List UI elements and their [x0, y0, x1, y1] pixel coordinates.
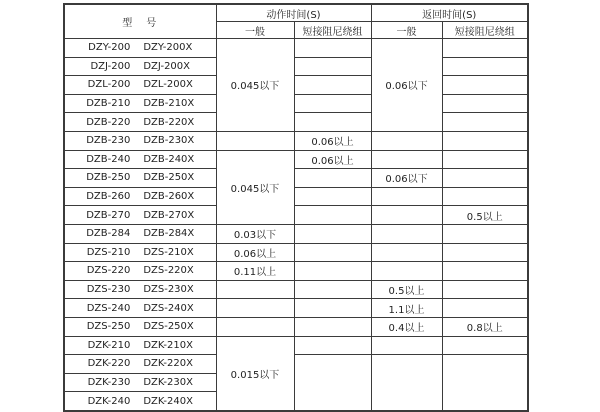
cell-ret-damping: 0.8以上	[442, 317, 528, 336]
cell-act-general: 0.06以上	[216, 243, 294, 262]
model-label: DZB-220	[86, 116, 131, 128]
cell-ret-general: 0.06以下	[371, 169, 442, 188]
model-cell	[64, 280, 216, 299]
model-label: DZK-230X	[143, 376, 193, 388]
cell-act-damping	[294, 57, 371, 76]
cell-ret-general	[371, 336, 442, 355]
model-label: DZB-210X	[143, 98, 195, 110]
cell-act-damping	[294, 355, 371, 411]
cell-ret-general	[371, 355, 442, 411]
cell-ret-general	[371, 206, 442, 225]
cell-ret-general: 0.4以上	[371, 317, 442, 336]
table-row	[64, 224, 528, 243]
cell-ret-general	[371, 243, 442, 262]
model-label: DZL-200	[87, 79, 131, 91]
model-label: DZB-284X	[143, 228, 195, 240]
header-action-general: 一般	[216, 22, 294, 39]
model-label: DZJ-200	[90, 60, 131, 72]
model-label: DZK-240	[87, 395, 131, 407]
model-label: DZK-210X	[143, 339, 193, 351]
cell-ret-damping	[442, 94, 528, 113]
cell-ret-damping	[442, 355, 528, 411]
model-label: DZB-250X	[143, 172, 195, 184]
spec-table	[63, 3, 529, 412]
model-cell	[64, 131, 216, 150]
model-label: DZS-240X	[143, 302, 194, 314]
header-return-time: 返回时间(S)	[371, 4, 528, 22]
cell-ret-general: 0.06以下	[371, 39, 442, 132]
model-label: DZB-260X	[143, 191, 195, 203]
spec-table-container	[63, 3, 529, 412]
table-row	[64, 206, 528, 225]
model-label: DZB-230X	[143, 135, 195, 147]
model-cell	[64, 336, 216, 355]
cell-act-damping	[294, 262, 371, 281]
model-label: DZL-200X	[143, 79, 193, 91]
cell-ret-damping	[442, 76, 528, 95]
cell-ret-damping	[442, 336, 528, 355]
cell-ret-general: 0.5以上	[371, 280, 442, 299]
cell-act-general: 0.015以下	[216, 336, 294, 411]
model-label: DZS-250X	[143, 321, 194, 333]
header-model: 型 号	[64, 4, 216, 39]
cell-ret-damping	[442, 224, 528, 243]
cell-act-damping	[294, 94, 371, 113]
model-cell	[64, 317, 216, 336]
cell-act-damping	[294, 317, 371, 336]
model-label: DZB-260	[86, 191, 131, 203]
cell-act-damping	[294, 243, 371, 262]
cell-act-damping	[294, 224, 371, 243]
cell-act-damping	[294, 299, 371, 318]
table-row	[64, 113, 528, 132]
header-return-general: 一般	[371, 22, 442, 39]
model-label: DZS-230	[86, 284, 131, 296]
table-row	[64, 280, 528, 299]
cell-ret-damping	[442, 169, 528, 188]
cell-ret-damping	[442, 280, 528, 299]
table-row	[64, 94, 528, 113]
table-row	[64, 355, 528, 374]
model-label: DZY-200X	[143, 42, 193, 54]
cell-act-damping	[294, 169, 371, 188]
cell-ret-damping	[442, 131, 528, 150]
cell-ret-general	[371, 187, 442, 206]
table-row	[64, 76, 528, 95]
model-label: DZS-240	[86, 302, 131, 314]
cell-act-damping	[294, 280, 371, 299]
cell-act-damping	[294, 76, 371, 95]
cell-act-general	[216, 280, 294, 299]
model-label: DZJ-200X	[143, 60, 191, 72]
model-cell	[64, 355, 216, 374]
model-cell	[64, 94, 216, 113]
table-body	[64, 39, 528, 411]
cell-act-damping	[294, 113, 371, 132]
model-label: DZB-210	[86, 98, 131, 110]
model-cell	[64, 150, 216, 169]
model-label: DZB-284	[86, 228, 131, 240]
table-row	[64, 187, 528, 206]
header-action-damping: 短接阻尼绕组	[294, 22, 371, 39]
cell-act-damping: 0.06以上	[294, 131, 371, 150]
cell-act-damping	[294, 336, 371, 355]
model-cell	[64, 224, 216, 243]
table-row	[64, 150, 528, 169]
cell-act-general	[216, 131, 294, 150]
cell-act-damping	[294, 187, 371, 206]
model-label: DZB-230	[86, 135, 131, 147]
model-label: DZY-200	[88, 42, 131, 54]
model-label: DZB-240	[86, 153, 131, 165]
model-cell	[64, 392, 216, 411]
model-cell	[64, 373, 216, 392]
table-row	[64, 336, 528, 355]
cell-act-general	[216, 299, 294, 318]
model-cell	[64, 76, 216, 95]
cell-ret-general: 1.1以上	[371, 299, 442, 318]
model-label: DZS-220	[86, 265, 131, 277]
cell-act-damping: 0.06以上	[294, 150, 371, 169]
cell-ret-damping	[442, 39, 528, 58]
cell-act-general: 0.03以下	[216, 224, 294, 243]
table-row	[64, 262, 528, 281]
model-label: DZS-210	[86, 246, 131, 258]
cell-ret-damping	[442, 243, 528, 262]
cell-act-general: 0.045以下	[216, 150, 294, 224]
model-label: DZS-220X	[143, 265, 194, 277]
model-label: DZS-210X	[143, 246, 194, 258]
cell-ret-damping	[442, 57, 528, 76]
header-action-time: 动作时间(S)	[216, 4, 371, 22]
cell-ret-damping: 0.5以上	[442, 206, 528, 225]
table-row	[64, 299, 528, 318]
model-cell	[64, 39, 216, 58]
cell-ret-damping	[442, 187, 528, 206]
model-cell	[64, 262, 216, 281]
table-row	[64, 131, 528, 150]
model-label: DZB-270	[86, 209, 131, 221]
model-label: DZK-220X	[143, 358, 193, 370]
model-label: DZB-250	[86, 172, 131, 184]
model-label: DZB-270X	[143, 209, 195, 221]
cell-ret-general	[371, 150, 442, 169]
cell-act-general: 0.11以上	[216, 262, 294, 281]
model-label: DZK-240X	[143, 395, 193, 407]
cell-act-damping	[294, 39, 371, 58]
table-row	[64, 39, 528, 58]
model-label: DZK-220	[87, 358, 131, 370]
table-row	[64, 169, 528, 188]
model-cell	[64, 113, 216, 132]
cell-act-damping	[294, 206, 371, 225]
table-header	[64, 4, 528, 39]
model-cell	[64, 187, 216, 206]
model-cell	[64, 243, 216, 262]
model-label: DZK-210	[87, 339, 131, 351]
table-row	[64, 243, 528, 262]
model-label: DZS-230X	[143, 284, 194, 296]
model-cell	[64, 169, 216, 188]
cell-ret-damping	[442, 299, 528, 318]
table-row	[64, 57, 528, 76]
model-cell	[64, 57, 216, 76]
cell-act-general	[216, 317, 294, 336]
cell-ret-general	[371, 224, 442, 243]
cell-ret-damping	[442, 262, 528, 281]
cell-ret-general	[371, 131, 442, 150]
model-label: DZB-220X	[143, 116, 195, 128]
model-cell	[64, 206, 216, 225]
model-label: DZS-250	[86, 321, 131, 333]
cell-ret-damping	[442, 150, 528, 169]
model-label: DZB-240X	[143, 153, 195, 165]
table-row	[64, 317, 528, 336]
model-label: DZK-230	[87, 376, 131, 388]
cell-ret-general	[371, 262, 442, 281]
header-return-damping: 短接阻尼绕组	[442, 22, 528, 39]
model-cell	[64, 299, 216, 318]
cell-ret-damping	[442, 113, 528, 132]
cell-act-general: 0.045以下	[216, 39, 294, 132]
header-row-groups	[64, 4, 528, 22]
